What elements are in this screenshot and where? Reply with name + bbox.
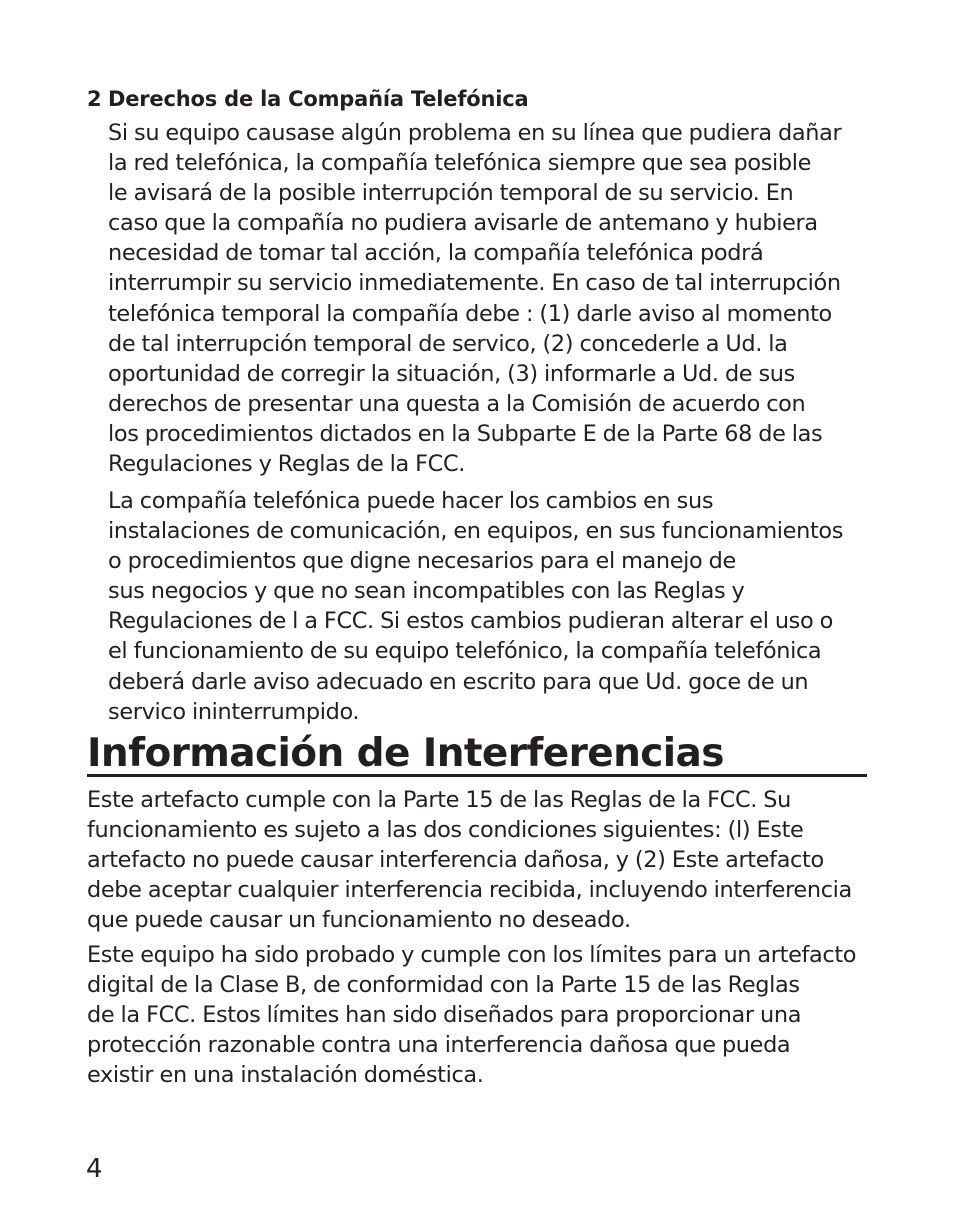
section-title: Derechos de la Compañía Telefónica bbox=[108, 87, 529, 111]
telephone-company-rights-paragraph-2: La compañía telefónica puede hacer los cambios en sus instalaciones de comunicación, en equipos, en sus funcionamientos o procedimientos que digne necesarios para el manejo de sus negocios y que no sean incompatibles con las Reglas y Regulaciones de l a FCC. Si estos cambios pudieran alterar el uso o el funcionamiento de su equipo telefónico, la compañía telefónica deberá darle aviso adecuado en escrito para que Ud. goce de un servico ininterrumpido. bbox=[108, 488, 844, 725]
page-number: 4 bbox=[86, 1154, 103, 1184]
title-underline-divider bbox=[87, 774, 867, 777]
interference-paragraph-1: Este artefacto cumple con la Parte 15 de las Reglas de la FCC. Su funcionamiento es sujeto a las dos condiciones siguientes: (l) Este artefacto no puede causar interferencia dañosa, y (2) Este artefacto debe aceptar cualquier interferencia recibida, incluyendo interferencia que puede causar un funcionamiento no deseado. bbox=[87, 787, 852, 934]
interference-paragraph-2: Este equipo ha sido probado y cumple con los límites para un artefacto digital de la Clase B, de conformidad con la Parte 15 de las Reglas de la FCC. Estos límites han sido diseñados para proporcionar una protección razonable contra una interferencia dañosa que pueda existir en una instalación doméstica. bbox=[87, 942, 857, 1089]
section-heading bbox=[87, 84, 528, 114]
interference-title: Información de Interferencias bbox=[87, 731, 724, 776]
section-number: 2 bbox=[87, 87, 102, 111]
telephone-company-rights-paragraph-1: Si su equipo causase algún problema en su línea que pudiera dañar la red telefónica, la compañía telefónica siempre que sea posible le avisará de la posible interrupción temporal de su servicio. En caso que la compañía no pudiera avisarle de antemano y hubiera necesidad de tomar tal acción, la compañía telefónica podrá interrumpir su servicio inmediatemente. En caso de tal interrupción telefónica temporal la compañía debe : (1) darle aviso al momento de tal interrupción temporal de servico, (2) concederle a Ud. la oportunidad de corregir la situación, (3) informarle a Ud. de sus derechos de presentar una questa a la Comisión de acuerdo con los procedimientos dictados en la Subparte E de la Parte 68 de las Regulaciones y Reglas de la FCC. bbox=[108, 120, 842, 478]
